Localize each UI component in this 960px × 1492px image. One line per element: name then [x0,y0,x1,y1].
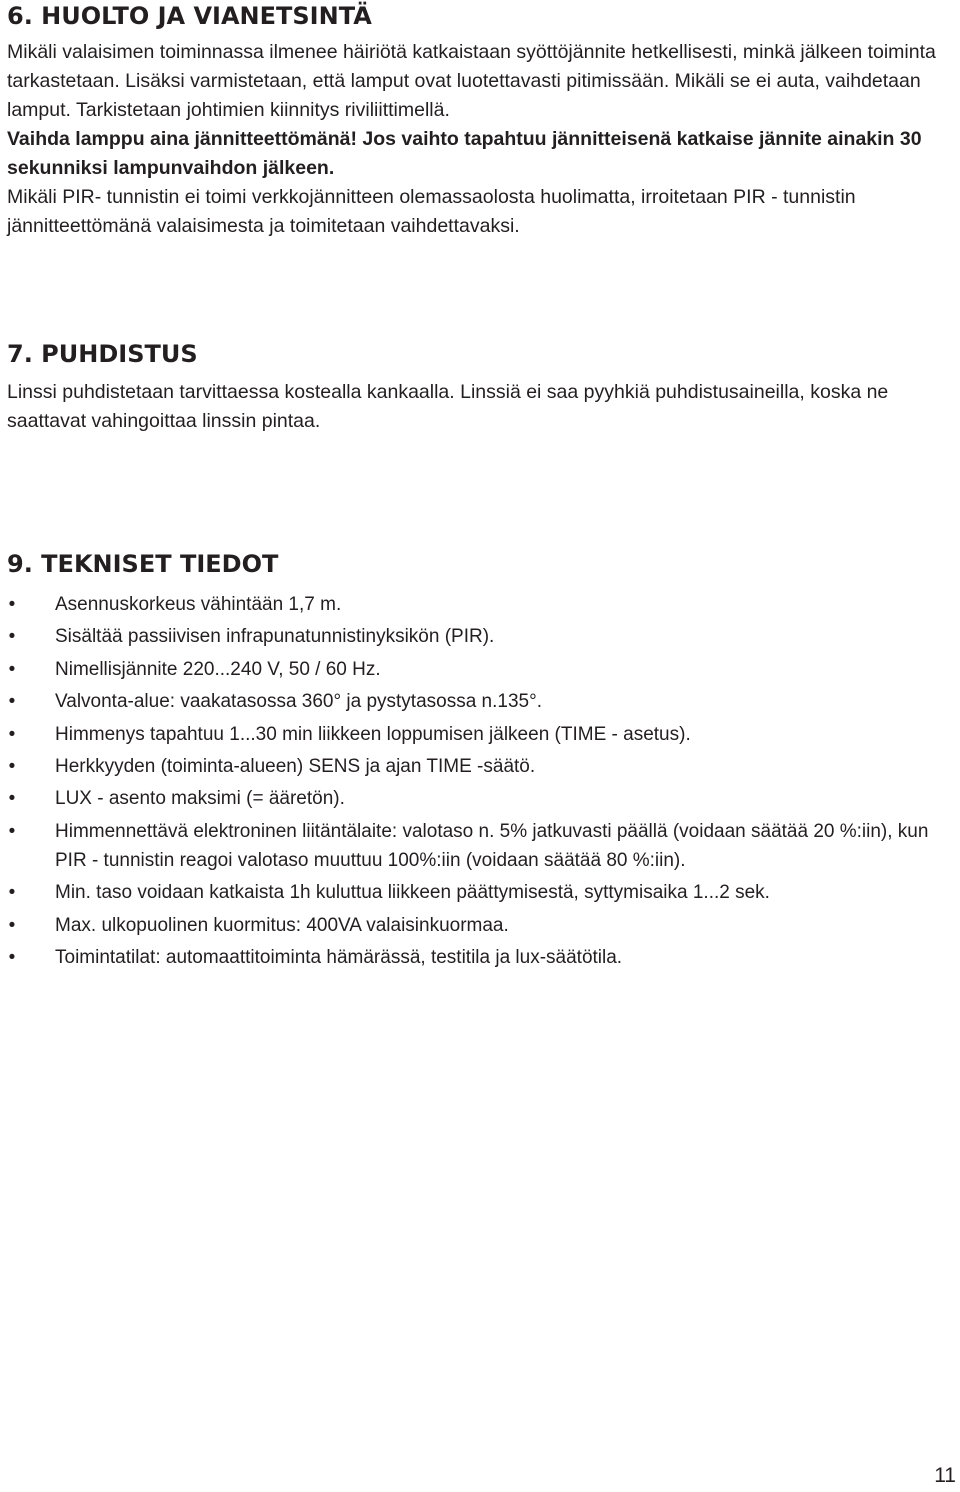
spec-item [7,817,960,875]
spec-item-text: Max. ulkopuolinen kuormitus: 400VA valaisinkuormaa. [55,914,509,936]
section-heading-maintenance: 6. HUOLTO JA VIANETSINTÄ [7,2,372,30]
spec-item-text: Min. taso voidaan katkaista 1h kuluttua liikkeen päättymisestä, syttymisaika 1...2 sek. [55,882,770,904]
spec-item [7,590,960,619]
section-cleaning [7,338,960,436]
lamp-change-warning: Vaihda lamppu aina jännitteettömänä! Jos vaihto tapahtuu jännitteisenä katkaise jännite ainakin 30 sekunniksi lampunvaihdon jälkeen. [7,128,922,179]
spec-item [7,943,960,972]
bullet-icon: • [8,626,16,648]
spec-item-text: LUX - asento maksimi (= ääretön). [55,788,345,810]
spec-item-text: Asennuskorkeus vähintään 1,7 m. [55,594,342,615]
spec-item [7,622,960,651]
spec-item [7,784,960,813]
section-maintenance [7,0,960,241]
spec-item-text: Sisältää passiivisen infrapunatunnistinyksikön (PIR). [55,626,495,648]
technical-data-list [7,590,960,972]
bullet-icon: • [8,788,16,810]
section-heading-cleaning: 7. PUHDISTUS [7,340,198,368]
section-heading-technical-data: 9. TEKNISET TIEDOT [7,550,279,578]
spec-item [7,752,960,781]
spec-item-text: Himmenys tapahtuu 1...30 min liikkeen loppumisen jälkeen (TIME - asetus). [55,723,691,745]
spec-item [7,878,960,907]
spec-item [7,911,960,940]
spec-item [7,655,960,684]
spec-item-text: Nimellisjännite 220...240 V, 50 / 60 Hz. [55,658,381,680]
spec-item-text: Herkkyyden (toiminta-alueen) SENS ja ajan TIME -säätö. [55,755,536,777]
bullet-icon: • [8,594,16,615]
bullet-icon: • [8,946,16,968]
spec-item-text: Valvonta-alue: vaakatasossa 360° ja pystytasossa n.135°. [55,691,542,713]
maintenance-paragraph: Mikäli valaisimen toiminnassa ilmenee häiriötä katkaistaan syöttöjännite hetkellisesti, minkä jälkeen toiminta tarkastetaan. Lisäksi varmistetaan, että lamput ovat luotettavasti pitimissään. Mikäli se ei auta, vaihdetaan lamput. Tarkistetaan johtimien kiinnitys riviliittimellä. [7,41,936,121]
spec-item [7,687,960,716]
section-technical-data [7,548,960,975]
cleaning-paragraph: Linssi puhdistetaan tarvittaessa kostealla kankaalla. Linssiä ei saa pyyhkiä puhdistusaineilla, koska ne saattavat vahingoittaa linssin pintaa. [7,381,889,432]
spec-item [7,720,960,749]
bullet-icon: • [8,691,16,713]
bullet-icon: • [8,914,16,936]
bullet-icon: • [8,723,16,745]
bullet-icon: • [8,882,16,904]
pir-sensor-paragraph: Mikäli PIR- tunnistin ei toimi verkkojännitteen olemassaolosta huolimatta, irroitetaan PIR - tunnistin jännitteettömänä valaisimesta ja toimitetaan vaihdettavaksi. [7,186,856,237]
bullet-icon: • [8,755,16,777]
spec-item-text: Himmennettävä elektroninen liitäntälaite: valotaso n. 5% jatkuvasti päällä (voidaan säätää 20 %:iin), kun PIR - tunnistin reagoi valotaso muuttuu 100%:iin (voidaan säätää 80 %:iin). [55,820,929,871]
bullet-icon: • [8,658,16,680]
spec-item-text: Toimintatilat: automaattitoiminta hämärässä, testitila ja lux-säätötila. [55,946,623,968]
page-number: 11 [934,1464,956,1487]
bullet-icon: • [8,820,16,842]
